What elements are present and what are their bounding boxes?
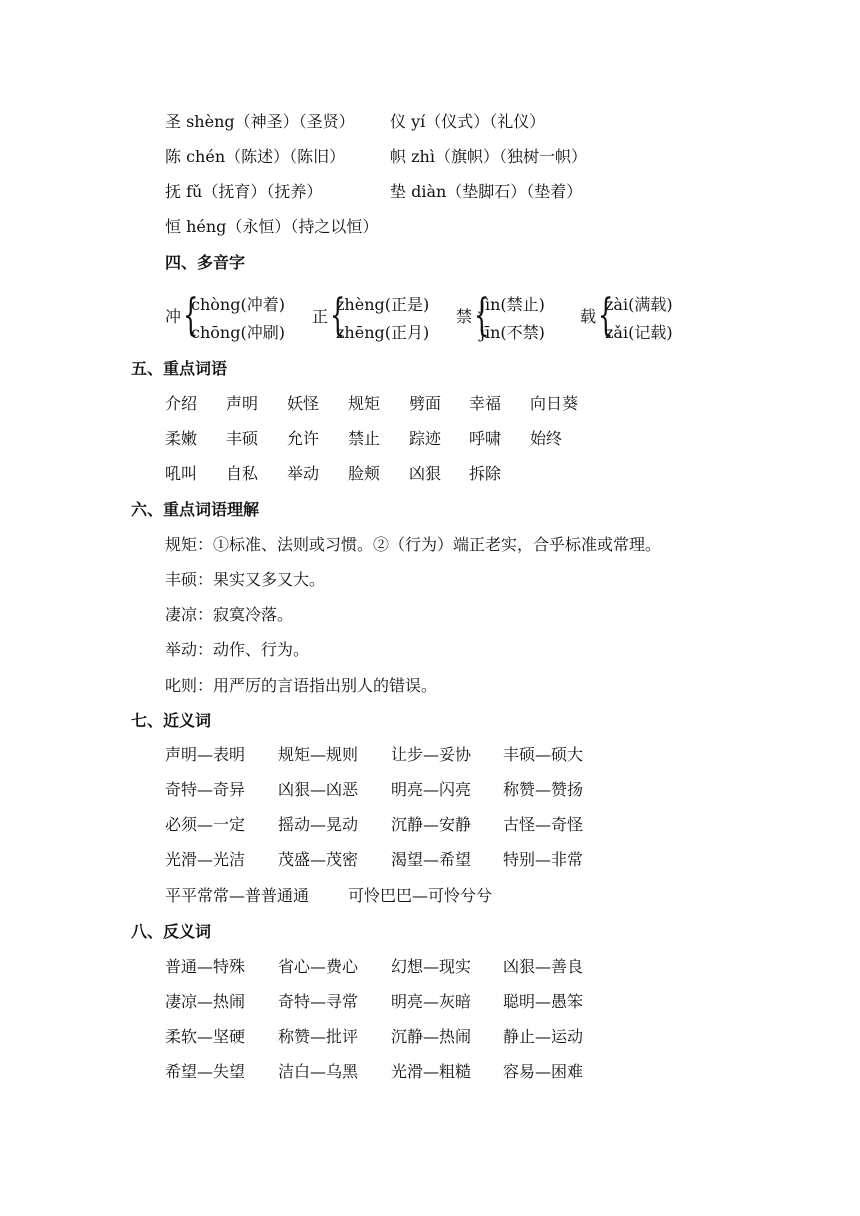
key-word: 柔嫩 — [165, 429, 198, 448]
antonym-pair: 称赞—批评 — [278, 1027, 359, 1046]
synonym-pair: 规矩—规则 — [278, 745, 359, 764]
section-heading-key-words: 五、重点词语 — [131, 359, 228, 378]
key-word: 踪迹 — [409, 429, 442, 448]
polyphone-reading: chòng(冲着) — [191, 295, 285, 314]
brace-icon: { — [598, 290, 614, 341]
synonym-pair: 丰硕—硕大 — [503, 745, 584, 764]
char-entry: 仪 yí（仪式）（礼仪） — [390, 112, 546, 131]
synonym-pair: 明亮—闪亮 — [391, 780, 472, 799]
polyphone-char: 禁 — [456, 307, 473, 326]
synonym-pair: 渴望—希望 — [391, 850, 472, 869]
char-entry: 圣 shèng（神圣）（圣贤） — [165, 112, 355, 131]
synonym-pair: 奇特—奇异 — [165, 780, 246, 799]
antonym-pair: 洁白—乌黑 — [278, 1062, 359, 1081]
key-word: 规矩 — [348, 394, 381, 413]
synonym-pair: 声明—表明 — [165, 745, 246, 764]
char-entry: 恒 héng（永恒）（持之以恒） — [165, 217, 379, 236]
polyphone-reading: zhēng(正月) — [336, 323, 430, 342]
antonym-pair: 明亮—灰暗 — [391, 992, 472, 1011]
synonym-pair: 沉静—安静 — [391, 815, 472, 834]
char-entry: 陈 chén（陈述）（陈旧） — [165, 147, 346, 166]
synonym-pair: 古怪—奇怪 — [503, 815, 584, 834]
synonym-pair: 特别—非常 — [503, 850, 584, 869]
section-heading-antonyms: 八、反义词 — [131, 922, 212, 941]
synonym-pair: 让步—妥协 — [391, 745, 472, 764]
key-word: 妖怪 — [287, 394, 320, 413]
key-word: 禁止 — [348, 429, 381, 448]
brace-icon: { — [474, 290, 490, 341]
synonym-pair: 必须—一定 — [165, 815, 246, 834]
synonym-pair: 可怜巴巴—可怜兮兮 — [348, 886, 493, 905]
antonym-pair: 静止—运动 — [503, 1027, 584, 1046]
antonym-pair: 奇特—寻常 — [278, 992, 359, 1011]
key-word: 呼啸 — [469, 429, 502, 448]
synonym-pair: 摇动—晃动 — [278, 815, 359, 834]
brace-icon: { — [183, 290, 199, 341]
synonym-pair: 称赞—赞扬 — [503, 780, 584, 799]
polyphone-char: 冲 — [165, 307, 182, 326]
key-word: 举动 — [287, 464, 320, 483]
section-heading-polyphones: 四、多音字 — [165, 253, 246, 272]
key-word: 拆除 — [469, 464, 502, 483]
key-word: 吼叫 — [165, 464, 198, 483]
key-word: 幸福 — [469, 394, 502, 413]
synonym-pair: 凶狠—凶恶 — [278, 780, 359, 799]
key-word: 向日葵 — [530, 394, 579, 413]
polyphone-reading: zhèng(正是) — [336, 295, 430, 314]
key-word: 脸颊 — [348, 464, 381, 483]
char-entry: 抚 fǔ（抚育）（抚养） — [165, 182, 323, 201]
antonym-pair: 幻想—现实 — [391, 957, 472, 976]
synonym-pair: 光滑—光洁 — [165, 850, 246, 869]
definition-line: 叱则：用严厉的言语指出别人的错误。 — [165, 676, 438, 695]
polyphone-reading: chōng(冲刷) — [191, 323, 285, 342]
key-word: 允许 — [287, 429, 320, 448]
section-heading-synonyms: 七、近义词 — [131, 711, 212, 730]
key-word: 凶狠 — [409, 464, 442, 483]
key-word: 劈面 — [409, 394, 442, 413]
definition-line: 举动：动作、行为。 — [165, 640, 310, 659]
polyphone-char: 载 — [580, 307, 597, 326]
antonym-pair: 聪明—愚笨 — [503, 992, 584, 1011]
antonym-pair: 光滑—粗糙 — [391, 1062, 472, 1081]
key-word: 介绍 — [165, 394, 198, 413]
synonym-pair: 平平常常—普普通通 — [165, 886, 310, 905]
polyphone-char: 正 — [312, 307, 329, 326]
brace-icon: { — [330, 290, 346, 341]
antonym-pair: 容易—困难 — [503, 1062, 584, 1081]
antonym-pair: 柔软—坚硬 — [165, 1027, 246, 1046]
polyphone-reading: zǎi(记载) — [605, 323, 673, 342]
definition-line: 规矩：①标准、法则或习惯。②（行为）端正老实，合乎标准或常理。 — [165, 535, 662, 554]
char-entry: 帜 zhì（旗帜）（独树一帜） — [390, 147, 587, 166]
key-word: 声明 — [226, 394, 259, 413]
antonym-pair: 凄凉—热闹 — [165, 992, 246, 1011]
synonym-pair: 茂盛—茂密 — [278, 850, 359, 869]
antonym-pair: 普通—特殊 — [165, 957, 246, 976]
polyphone-reading: jìn(禁止) — [480, 295, 545, 314]
antonym-pair: 希望—失望 — [165, 1062, 246, 1081]
section-heading-word-meanings: 六、重点词语理解 — [131, 500, 260, 519]
antonym-pair: 省心—费心 — [278, 957, 359, 976]
key-word: 自私 — [226, 464, 259, 483]
key-word: 丰硕 — [226, 429, 259, 448]
definition-line: 凄凉：寂寞冷落。 — [165, 605, 294, 624]
polyphone-reading: jīn(不禁) — [480, 323, 545, 342]
polyphone-reading: zài(满载) — [605, 295, 673, 314]
definition-line: 丰硕：果实又多又大。 — [165, 570, 326, 589]
antonym-pair: 凶狠—善良 — [503, 957, 584, 976]
antonym-pair: 沉静—热闹 — [391, 1027, 472, 1046]
char-entry: 垫 diàn（垫脚石）（垫着） — [390, 182, 583, 201]
key-word: 始终 — [530, 429, 563, 448]
